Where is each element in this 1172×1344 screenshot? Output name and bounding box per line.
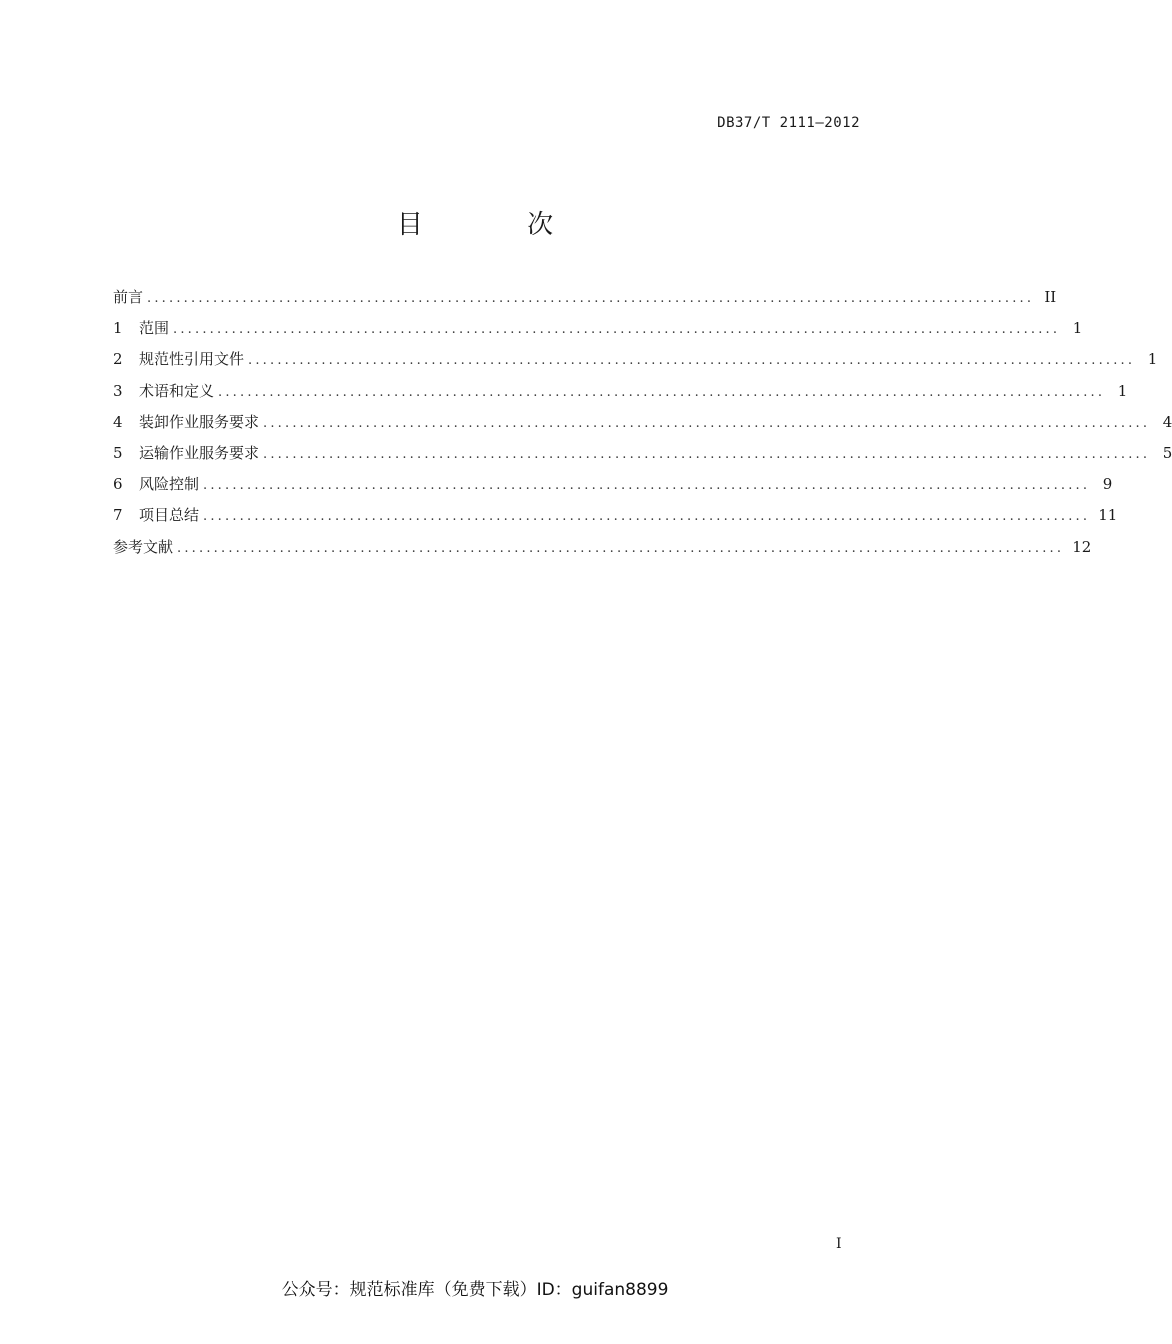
toc-entry-page: 1	[1072, 319, 1083, 338]
toc-entry-label: 前言	[113, 288, 144, 306]
toc-leader-dots: .........................................................................................................................	[248, 353, 1136, 369]
toc-entry-label: 风险控制	[139, 475, 200, 494]
toc-entry-label: 装卸作业服务要求	[139, 412, 260, 431]
toc-entry-number: 4	[113, 412, 123, 431]
toc-leader-dots: .........................................................................................................................	[177, 540, 1065, 556]
toc-entry-project-summary[interactable]	[113, 503, 1118, 534]
page-number: I	[836, 1236, 842, 1252]
toc-entry-page: 4	[1162, 412, 1172, 431]
toc-list	[113, 285, 1172, 566]
toc-title: 目 次	[396, 210, 602, 240]
toc-entry-loading-requirements[interactable]	[113, 410, 1172, 441]
toc-entry-label: 范围	[139, 319, 170, 338]
toc-entry-transport-requirements[interactable]	[113, 441, 1172, 472]
toc-entry-page: 1	[1147, 350, 1158, 369]
toc-entry-label: 术语和定义	[139, 381, 215, 400]
toc-entry-page: 5	[1162, 443, 1172, 462]
toc-leader-dots: .........................................................................................................................	[263, 415, 1151, 431]
toc-leader-dots: .........................................................................................................................	[218, 384, 1106, 400]
toc-entry-number: 3	[113, 381, 123, 400]
toc-entry-number: 1	[113, 319, 123, 338]
toc-entry-page: 11	[1098, 506, 1118, 525]
toc-entry-number: 7	[113, 506, 123, 525]
document-code: DB37/T 2111—2012	[717, 115, 860, 131]
toc-entry-page: 12	[1072, 537, 1092, 556]
toc-entry-terms-definitions[interactable]	[113, 379, 1128, 410]
toc-entry-preface[interactable]	[113, 285, 1057, 316]
toc-entry-label: 参考文献	[113, 537, 174, 556]
toc-entry-label: 规范性引用文件	[139, 350, 245, 369]
toc-entry-label: 运输作业服务要求	[139, 443, 260, 462]
toc-entry-risk-control[interactable]	[113, 472, 1113, 503]
toc-entry-scope[interactable]	[113, 316, 1083, 347]
toc-entry-number: 2	[113, 350, 123, 369]
toc-leader-dots: .........................................................................................................................	[203, 509, 1091, 525]
toc-entry-label: 项目总结	[139, 506, 200, 525]
toc-entry-number: 6	[113, 475, 123, 494]
toc-entry-page: II	[1044, 288, 1057, 306]
toc-entry-normative-references[interactable]	[113, 347, 1158, 378]
toc-entry-page: 1	[1117, 381, 1128, 400]
toc-entry-bibliography[interactable]	[113, 535, 1092, 566]
toc-leader-dots: .........................................................................................................................	[147, 291, 1035, 306]
toc-leader-dots: .........................................................................................................................	[173, 322, 1061, 338]
toc-entry-number: 5	[113, 443, 123, 462]
toc-entry-page: 9	[1102, 475, 1113, 494]
toc-leader-dots: .........................................................................................................................	[263, 446, 1151, 462]
footer-watermark-note: 公众号：规范标准库（免费下载）ID：guifan8899	[281, 1280, 669, 1300]
toc-leader-dots: .........................................................................................................................	[203, 478, 1091, 494]
